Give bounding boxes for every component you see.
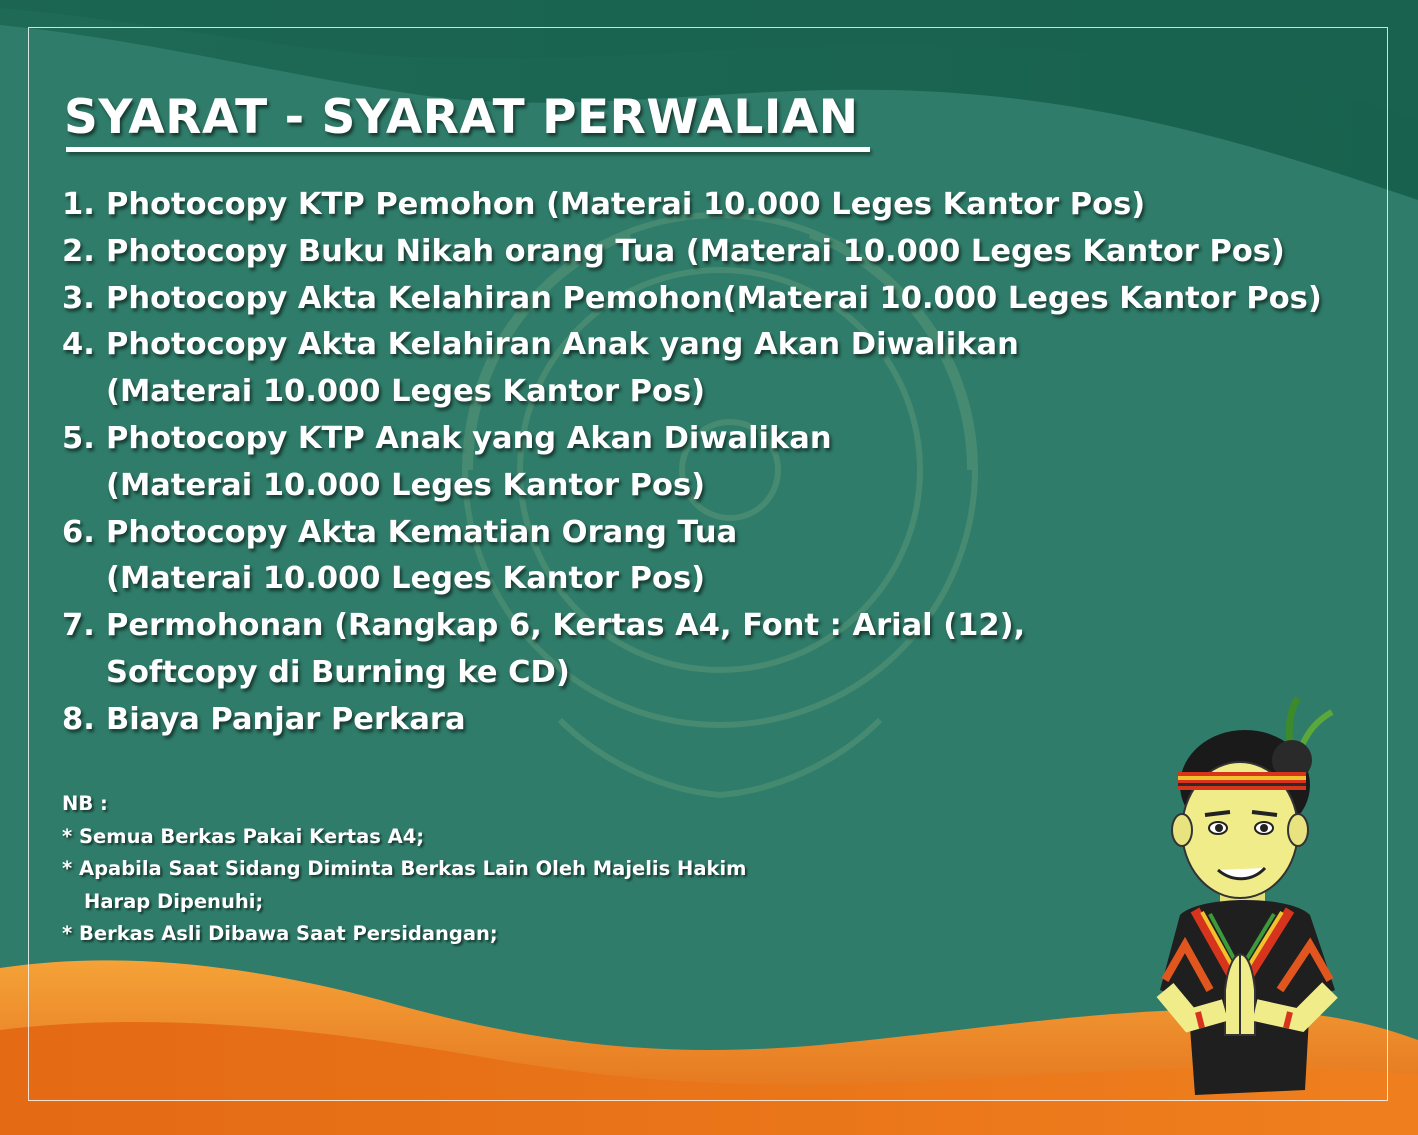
requirements-list [62,182,1322,744]
requirement-number: 8. [62,701,95,737]
requirement-item [62,510,1322,604]
requirement-text: Biaya Panjar Perkara [106,701,466,737]
requirement-item [62,229,1322,276]
requirement-item [62,697,1322,744]
requirement-number: 3. [62,280,95,316]
requirement-text: Photocopy Akta Kelahiran Pemohon(Materai 10.000 Leges Kantor Pos) [106,280,1322,316]
requirement-number: 7. [62,608,95,644]
note-continuation: Harap Dipenuhi; [84,889,264,913]
requirement-number: 4. [62,327,95,363]
mascot-boy-traditional-costume-icon [1140,690,1400,1105]
note-item: * Semua Berkas Pakai Kertas A4; [62,824,425,848]
note-item: * Apabila Saat Sidang Diminta Berkas Lain Oleh Majelis Hakim [62,857,747,880]
requirement-text: Photocopy Akta Kematian Orang Tua [106,514,738,550]
notes-heading: NB : [62,792,108,815]
requirement-number: 1. [62,187,95,222]
requirement-item [62,322,1322,416]
requirement-text: Photocopy Buku Nikah orang Tua (Materai 10.000 Leges Kantor Pos) [106,233,1285,269]
requirement-item [62,182,1322,229]
requirement-text: Permohonan (Rangkap 6, Kertas A4, Font : Arial (12), [106,608,1026,644]
requirement-continuation: (Materai 10.000 Leges Kantor Pos) [106,467,706,503]
requirement-number: 2. [62,233,95,269]
title-underline [66,147,870,152]
requirement-text: Photocopy KTP Pemohon (Materai 10.000 Leges Kantor Pos) [106,187,1146,222]
requirement-item [62,276,1322,323]
requirement-text: Photocopy KTP Anak yang Akan Diwalikan [106,420,832,456]
requirement-item [62,603,1322,697]
requirement-continuation: Softcopy di Burning ke CD) [106,654,570,690]
requirement-number: 6. [62,514,95,550]
note-item: * Berkas Asli Dibawa Saat Persidangan; [62,922,498,945]
page-title: SYARAT - SYARAT PERWALIAN [64,90,859,145]
notes-section [62,788,746,951]
requirement-text: Photocopy Akta Kelahiran Anak yang Akan Diwalikan [106,327,1019,363]
requirement-continuation: (Materai 10.000 Leges Kantor Pos) [106,374,706,410]
requirement-number: 5. [62,420,95,456]
requirement-continuation: (Materai 10.000 Leges Kantor Pos) [106,561,706,597]
requirement-item [62,416,1322,510]
